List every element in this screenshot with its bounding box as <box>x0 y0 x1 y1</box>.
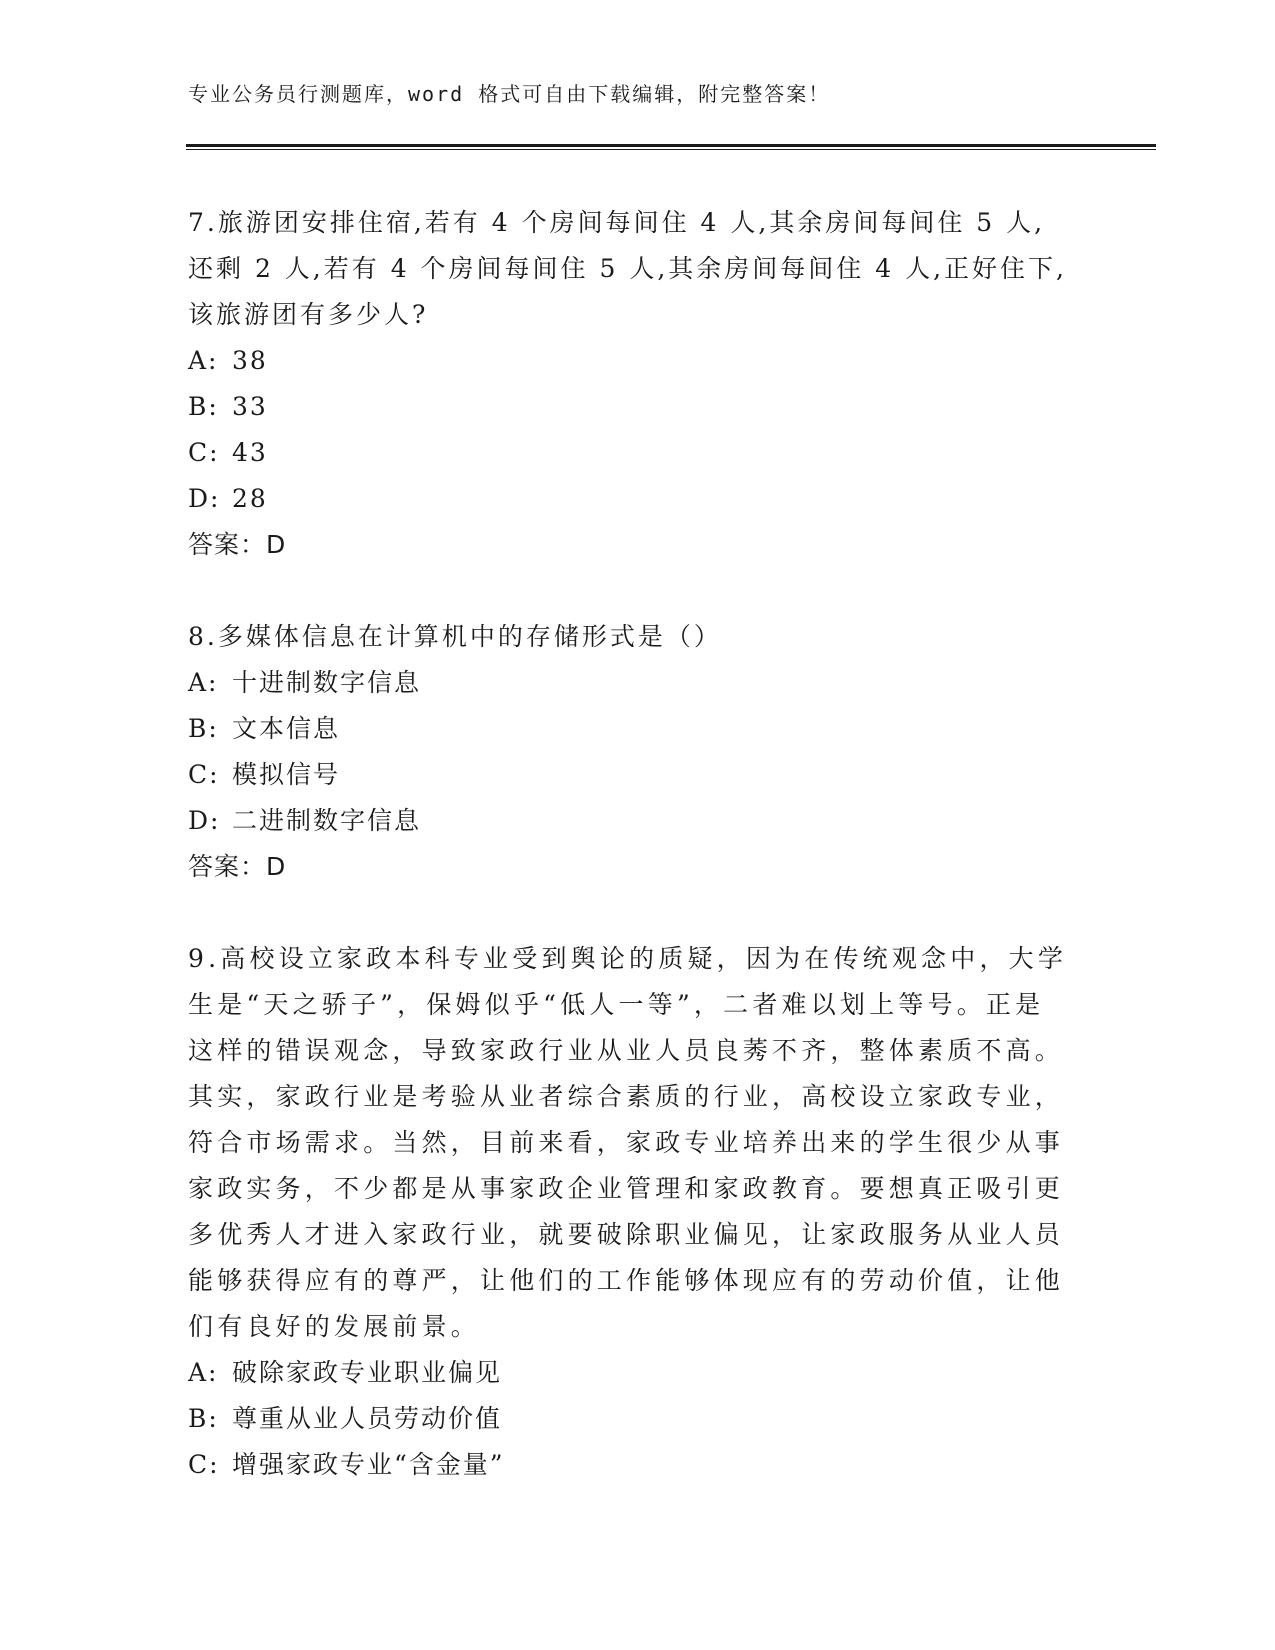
header-divider-thick <box>186 144 1156 147</box>
answer: 答案：D <box>188 852 287 881</box>
option-c <box>188 752 1068 798</box>
option-text: 破除家政专业职业偏见 <box>232 1358 503 1387</box>
option-label: C: <box>188 1450 220 1479</box>
question-9 <box>188 936 1068 1488</box>
question-stem: 8.多媒体信息在计算机中的存储形式是（） <box>188 622 722 651</box>
option-label: C: <box>188 438 220 467</box>
option-label: A: <box>188 668 219 697</box>
option-b <box>188 1396 1068 1442</box>
option-label: B: <box>188 1404 219 1433</box>
option-text: 43 <box>232 438 268 467</box>
answer: 答案：D <box>188 530 287 559</box>
spacer <box>188 890 1068 936</box>
option-text: 二进制数字信息 <box>232 806 422 835</box>
option-text: 增强家政专业“含金量” <box>232 1450 505 1479</box>
option-d <box>188 798 1068 844</box>
page-header: 专业公务员行测题库，word 格式可自由下载编辑，附完整答案！ <box>188 82 831 106</box>
option-label: D: <box>188 484 221 513</box>
spacer <box>188 568 1068 614</box>
option-text: 38 <box>232 346 268 375</box>
question-8 <box>188 614 1068 890</box>
option-a <box>188 660 1068 706</box>
option-text: 文本信息 <box>232 714 341 743</box>
option-text: 模拟信号 <box>232 760 341 789</box>
option-label: B: <box>188 392 219 421</box>
option-a <box>188 338 1068 384</box>
option-label: B: <box>188 714 219 743</box>
option-text: 十进制数字信息 <box>232 668 422 697</box>
option-text: 33 <box>232 392 268 421</box>
option-c <box>188 430 1068 476</box>
option-c <box>188 1442 1068 1488</box>
question-stem: 7.旅游团安排住宿,若有 4 个房间每间住 4 人,其余房间每间住 5 人,还剩 2 人,若有 4 个房间每间住 5 人,其余房间每间住 4 人,正好住下,该旅游团有多少人? <box>188 208 1067 329</box>
question-stem: 9.高校设立家政本科专业受到舆论的质疑，因为在传统观念中，大学生是“天之骄子”，保姆似乎“低人一等”，二者难以划上等号。正是这样的错误观念，导致家政行业从业人员良莠不齐，整体素质不高。其实，家政行业是考验从业者综合素质的行业，高校设立家政专业，符合市场需求。当然，目前来看，家政专业培养出来的学生很少从事家政实务，不少都是从事家政企业管理和家政教育。要想真正吸引更多优秀人才进入家政行业，就要破除职业偏见，让家政服务从业人员能够获得应有的尊严，让他们的工作能够体现应有的劳动价值，让他们有良好的发展前景。 <box>188 944 1068 1341</box>
header-divider-thin <box>186 149 1156 150</box>
option-d <box>188 476 1068 522</box>
option-label: C: <box>188 760 220 789</box>
option-text: 28 <box>232 484 268 513</box>
question-7 <box>188 200 1068 568</box>
option-b <box>188 706 1068 752</box>
question-list <box>188 200 1068 1488</box>
option-label: A: <box>188 1358 219 1387</box>
option-label: D: <box>188 806 221 835</box>
option-b <box>188 384 1068 430</box>
option-text: 尊重从业人员劳动价值 <box>232 1404 503 1433</box>
option-a <box>188 1350 1068 1396</box>
option-label: A: <box>188 346 219 375</box>
